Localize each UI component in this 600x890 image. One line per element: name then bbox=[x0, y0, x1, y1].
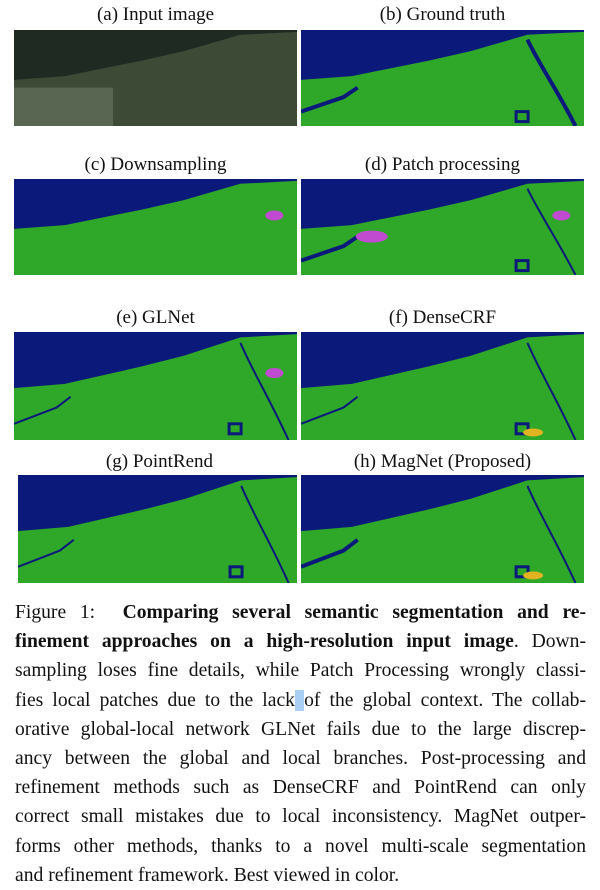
panel-label: (f) DenseCRF bbox=[388, 307, 497, 328]
error-region bbox=[265, 210, 283, 220]
text-cursor bbox=[295, 690, 304, 711]
caption-line bbox=[15, 686, 586, 715]
panel-label: (b) Ground truth bbox=[379, 4, 506, 25]
glnet-image bbox=[14, 332, 297, 440]
error-region bbox=[552, 210, 570, 220]
caption-text: of the global context. The collab- bbox=[304, 689, 586, 711]
error-region bbox=[265, 368, 283, 378]
figure-caption bbox=[15, 598, 586, 890]
caption-text: . Down- bbox=[513, 631, 587, 653]
pointrend-image bbox=[18, 475, 297, 583]
panel-label: (h) MagNet (Proposed) bbox=[353, 451, 532, 472]
caption-line: forms other methods, thanks to a novel multi-scale segmentation bbox=[15, 835, 586, 857]
panel-label: (d) Patch processing bbox=[364, 154, 521, 175]
caption-line: and refinement framework. Best viewed in color. bbox=[15, 864, 400, 886]
caption-text: fies local patches due to the lack bbox=[15, 689, 295, 711]
downsampling-image bbox=[14, 179, 297, 275]
figure-label: Figure 1: bbox=[15, 602, 96, 623]
error-region bbox=[523, 428, 543, 436]
caption-line bbox=[15, 598, 586, 627]
panel-label: (c) Downsampling bbox=[84, 154, 227, 175]
caption-bold: Comparing several semantic segmentation and re- bbox=[122, 602, 587, 623]
caption-line: sampling loses fine details, while Patch Processing wrongly classi- bbox=[15, 660, 586, 682]
magnet-image bbox=[301, 475, 584, 583]
caption-line: correct small mistakes due to local inconsistency. MagNet outper- bbox=[15, 806, 586, 828]
error-region bbox=[356, 231, 388, 243]
caption-line bbox=[15, 627, 586, 656]
caption-line: refinement methods such as DenseCRF and PointRend can only bbox=[15, 777, 586, 799]
error-region bbox=[523, 571, 543, 579]
caption-line: orative global-local network GLNet fails due to the large discrep- bbox=[15, 718, 586, 740]
patch-processing-image bbox=[301, 179, 584, 275]
panel-label: (e) GLNet bbox=[116, 307, 195, 328]
input-image bbox=[14, 30, 297, 126]
caption-line: ancy between the global and local branches. Post-processing and bbox=[15, 748, 586, 770]
panel-label: (g) PointRend bbox=[105, 451, 214, 472]
ground-truth-image bbox=[301, 30, 584, 126]
urban-area bbox=[14, 88, 113, 126]
densecrf-image bbox=[301, 332, 584, 440]
panel-label: (a) Input image bbox=[96, 4, 215, 25]
caption-bold: finement approaches on a high-resolution input image bbox=[15, 631, 514, 653]
